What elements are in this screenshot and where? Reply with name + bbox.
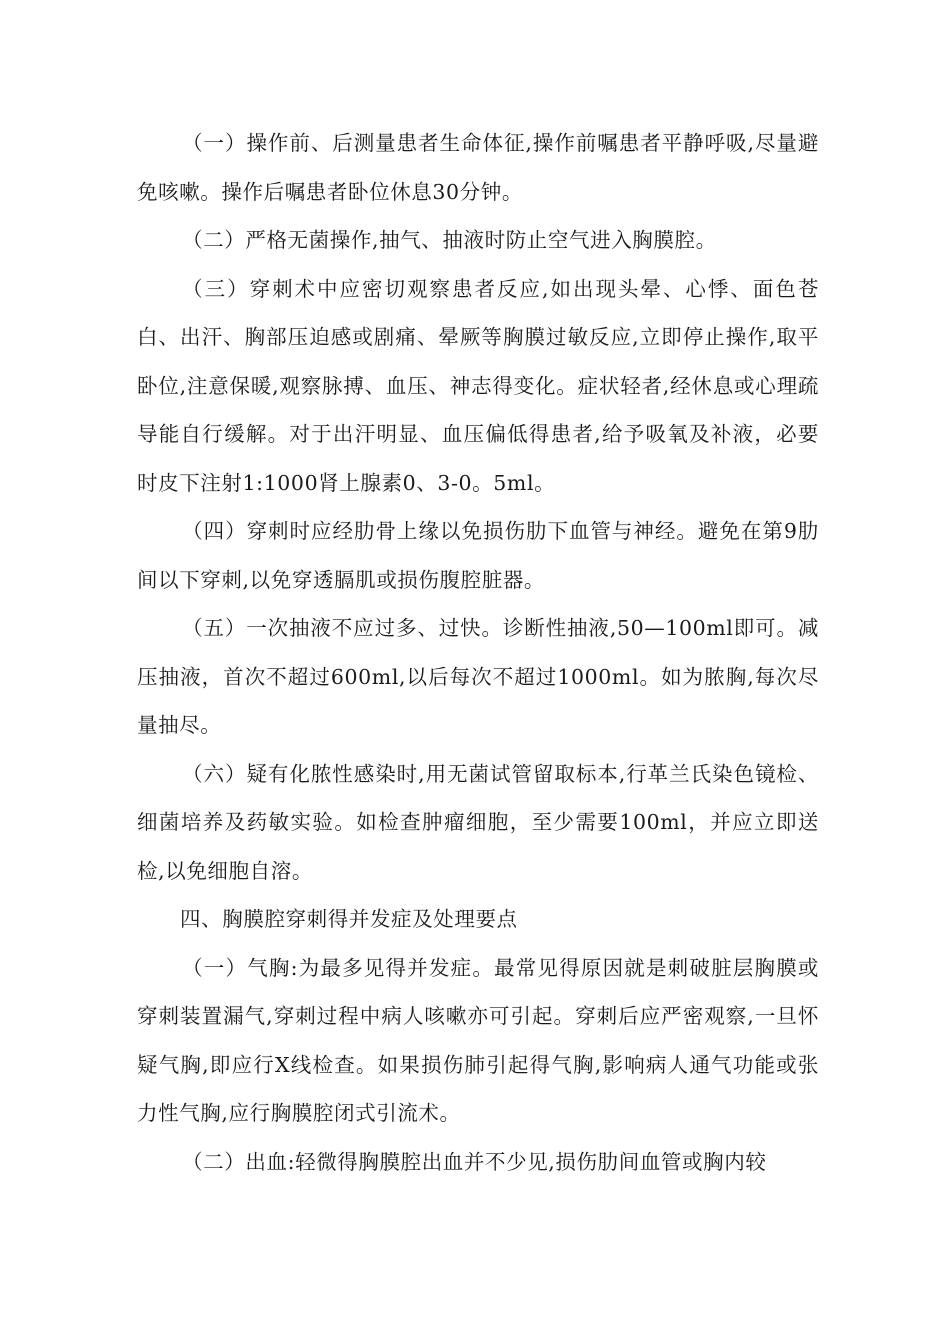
paragraph-precaution-2: （二）严格无菌操作,抽气、抽液时防止空气进入胸膜腔。 xyxy=(182,228,717,252)
paragraph-precaution-1: （一）操作前、后测量患者生命体征,操作前嘱患者平静呼吸,尽量避免咳嗽。操作后嘱患者卧位休息30分钟。 xyxy=(137,131,819,204)
paragraph-precaution-4: （四）穿刺时应经肋骨上缘以免损伤肋下血管与神经。避免在第9肋间以下穿刺,以免穿透膈肌或损伤腹腔脏器。 xyxy=(137,519,819,592)
section-heading-complications: 四、胸膜腔穿刺得并发症及处理要点 xyxy=(180,907,518,931)
paragraph-precaution-5: （五）一次抽液不应过多、过快。诊断性抽液,50—100ml即可。减压抽液，首次不超过600ml,以后每次不超过1000ml。如为脓胸,每次尽量抽尽。 xyxy=(137,616,819,737)
paragraph-complication-bleeding: （二）出血:轻微得胸膜腔出血并不少见,损伤肋间血管或胸内较 xyxy=(182,1149,767,1174)
paragraph-precaution-3: （三）穿刺术中应密切观察患者反应,如出现头晕、心悸、面色苍白、出汗、胸部压迫感或剧痛、晕厥等胸膜过敏反应,立即停止操作,取平卧位,注意保暖,观察脉搏、血压、神志得变化。症状轻者,经休息或心理疏导能自行缓解。对于出汗明显、血压偏低得患者,给予吸氧及补液，必要时皮下注射1:1000肾上腺素0、3-0。5ml。 xyxy=(137,276,819,495)
paragraph-precaution-6: （六）疑有化脓性感染时,用无菌试管留取标本,行革兰氏染色镜检、细菌培养及药敏实验。如检查肿瘤细胞，至少需要100ml，并应立即送检,以免细胞自溶。 xyxy=(137,761,819,883)
document-body xyxy=(137,119,819,1186)
paragraph-complication-pneumothorax: （一）气胸:为最多见得并发症。最常见得原因就是刺破脏层胸膜或穿刺装置漏气,穿刺过程中病人咳嗽亦可引起。穿刺后应严密观察,一旦怀疑气胸,即应行X线检查。如果损伤肺引起得气胸,影响病人通气功能或张力性气胸,应行胸膜腔闭式引流术。 xyxy=(137,955,819,1125)
